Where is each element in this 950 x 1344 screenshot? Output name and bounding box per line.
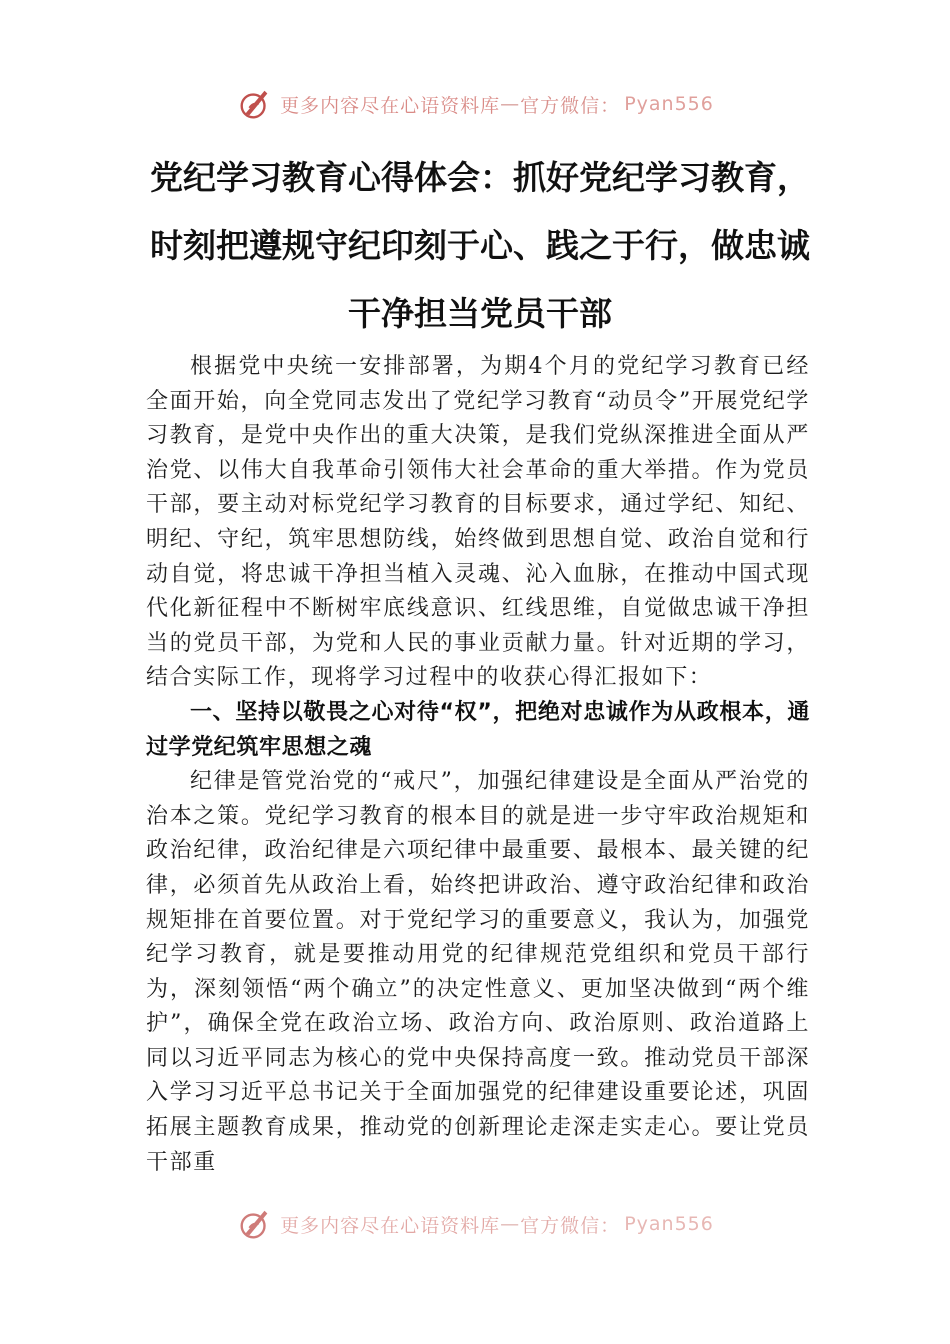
section-heading-1: 一、坚持以敬畏之心对待“权”，把绝对忠诚作为从政根本，通过学党纪筑牢思想之魂 [146, 699, 810, 760]
watermark-header [0, 84, 950, 124]
watermark-footer [0, 1204, 950, 1244]
quill-logo-icon [236, 85, 274, 123]
paragraph-section-1: 纪律是管党治党的“戒尺”，加强纪律建设是全面从严治党的治本之策。党纪学习教育的根本目的就是进一步守牢政治规矩和政治纪律，政治纪律是六项纪律中最重要、最根本、最关键的纪律，必须首先从政治上看，始终把讲政治、遵守政治纪律和政治规矩排在首要位置。对于党纪学习的重要意义，我认为，加强党纪学习教育，就是要推动用党的纪律规范党组织和党员干部行为，深刻领悟“两个确立”的决定性意义、更加坚决做到“两个维护”，确保全党在政治立场、政治方向、政治原则、政治道路上同以习近平同志为核心的党中央保持高度一致。推动党员干部深入学习习近平总书记关于全面加强党的纪律建设重要论述，巩固拓展主题教育成果，推动党的创新理论走深走实走心。要让党员干部重 [146, 769, 810, 1175]
watermark-wechat-id: Pyan556 [624, 1213, 714, 1235]
watermark-wechat-label: 官方微信： [520, 94, 621, 117]
paragraph-intro: 根据党中央统一安排部署，为期4个月的党纪学习教育已经全面开始，向全党同志发出了党纪学习教育“动员令”开展党纪学习教育，是党中央作出的重大决策，是我们党纵深推进全面从严治党、以伟大自我革命引领伟大社会革命的重大举措。作为党员干部，要主动对标党纪学习教育的目标要求，通过学纪、知纪、明纪、守纪，筑牢思想防线，始终做到思想自觉、政治自觉和行动自觉，将忠诚干净担当植入灵魂、沁入血脉，在推动中国式现代化新征程中不断树牢底线意识、红线思维，自觉做忠诚干净担当的党员干部，为党和人民的事业贡献力量。针对近期的学习，结合实际工作，现将学习过程中的收获心得汇报如下： [146, 354, 810, 691]
watermark-wechat-id: Pyan556 [624, 93, 714, 115]
document-body [146, 350, 810, 1180]
quill-logo-icon [236, 1205, 274, 1243]
watermark-separator: — [500, 93, 521, 115]
watermark-brand: 更多内容尽在心语资料库 [280, 94, 501, 117]
watermark-brand: 更多内容尽在心语资料库 [280, 1214, 501, 1237]
document-title: 党纪学习教育心得体会：抓好党纪学习教育，时刻把遵规守纪印刻于心、践之于行，做忠诚干净担当党员干部 [150, 158, 810, 333]
watermark-separator: — [500, 1213, 521, 1235]
watermark-wechat-label: 官方微信： [520, 1214, 621, 1237]
